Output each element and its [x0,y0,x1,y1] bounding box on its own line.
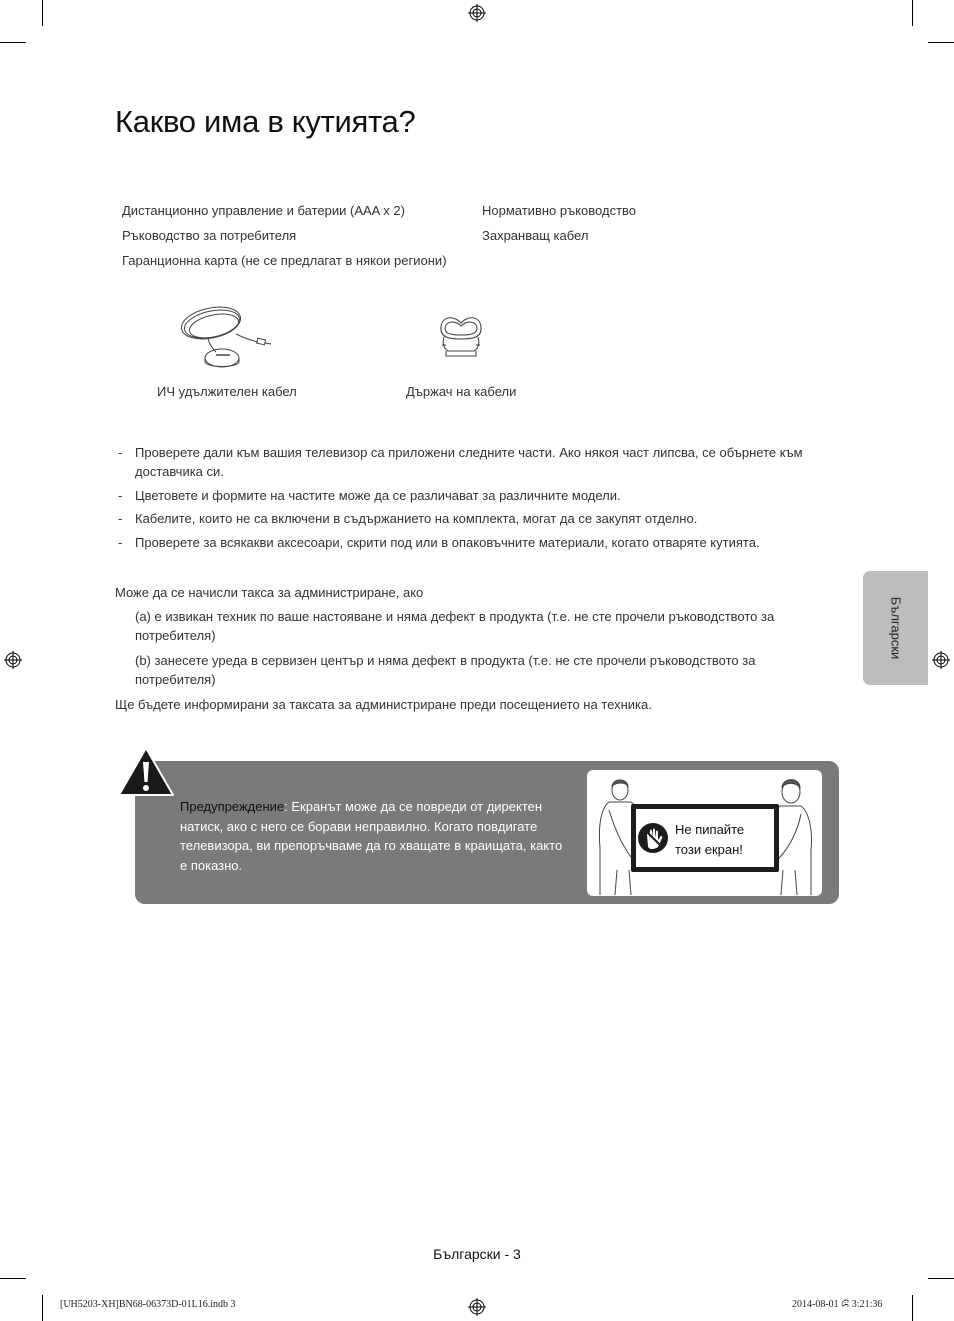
box-item: Нормативно ръководство [482,203,637,218]
list-dash: - [118,534,123,550]
note-text: Проверете дали към вашия телевизор са приложени следните части. Ако някоя част липсва, се обърнете към доставчика си. [135,445,803,479]
imprint-file: [UH5203-XH]BN68-06373D-01L16.indb 3 [60,1299,236,1310]
crop-mark [928,42,954,43]
admin-fee-case-b: (b) занесете уреда в сервизен център и няма дефект в продукта (т.е. не сте прочели ръководството за потребителя) [135,653,756,687]
admin-fee-intro: Може да се начисли такса за администриране, ако [115,585,424,600]
admin-fee-outro: Ще бъдете информирани за таксата за администриране преди посещението на техника. [115,697,652,712]
page-number: Български - 3 [433,1246,521,1262]
box-item: Гаранционна карта (не се предлагат в някои региони) [122,253,447,268]
cable-holder-icon [436,313,486,361]
crop-mark [42,1295,43,1321]
accessory-label: Държач на кабели [406,384,517,399]
no-touch-hand-icon [637,822,669,854]
admin-fee-case-a: (a) е извикан техник по ваше настояване и няма дефект в продукта (т.е. не сте прочели ръководството за потребителя) [135,609,775,643]
registration-mark-icon [4,651,22,669]
registration-mark-icon [468,1298,486,1316]
registration-mark-icon [468,4,486,22]
language-side-tab-label: Български [888,596,903,660]
note-text: Цветовете и формите на частите може да се различават за различните модели. [135,487,621,503]
warning-body: : Екранът може да се повреди от директен натиск, ако с него се борави неправилно. Когато повдигате телевизора, ви препоръчваме да го хващате в краищата, както е показно. [180,799,563,873]
list-item [115,509,835,528]
box-item: Дистанционно управление и батерии (AAA x 2) [122,203,405,218]
list-item [115,486,835,505]
box-item: Захранващ кабел [482,228,589,243]
imprint-date: 2014-08-01 ꕸ 3:21:36 [792,1299,883,1310]
list-item [115,533,835,552]
list-item [115,443,835,481]
handling-illustration [587,770,822,896]
crop-mark [0,42,26,43]
accessory-label: ИЧ удължителен кабел [157,384,297,399]
warning-triangle-icon [117,746,175,798]
warning-label: Предупреждение [180,799,285,814]
ir-extender-cable-icon [178,302,274,374]
sign-line-1: Не пипайте [675,822,745,837]
list-dash: - [118,445,123,460]
crop-mark [0,1278,26,1279]
list-dash: - [118,487,123,503]
crop-mark [928,1278,954,1279]
note-text: Проверете за всякакви аксесоари, скрити под или в опаковъчните материали, когато отваряте кутията. [135,534,760,550]
notes-list [115,443,835,556]
list-dash: - [118,511,123,526]
crop-mark [42,0,43,26]
page-title: Какво има в кутията? [115,104,416,139]
crop-mark [912,0,913,26]
sign-line-2: този екран! [675,842,743,857]
box-item: Ръководство за потребителя [122,228,297,243]
language-side-tab [863,571,928,685]
crop-mark [912,1295,913,1321]
warning-text [180,797,570,875]
registration-mark-icon [932,651,950,669]
note-text: Кабелите, които не са включени в съдържанието на комплекта, могат да се закупят отделно. [135,511,698,526]
